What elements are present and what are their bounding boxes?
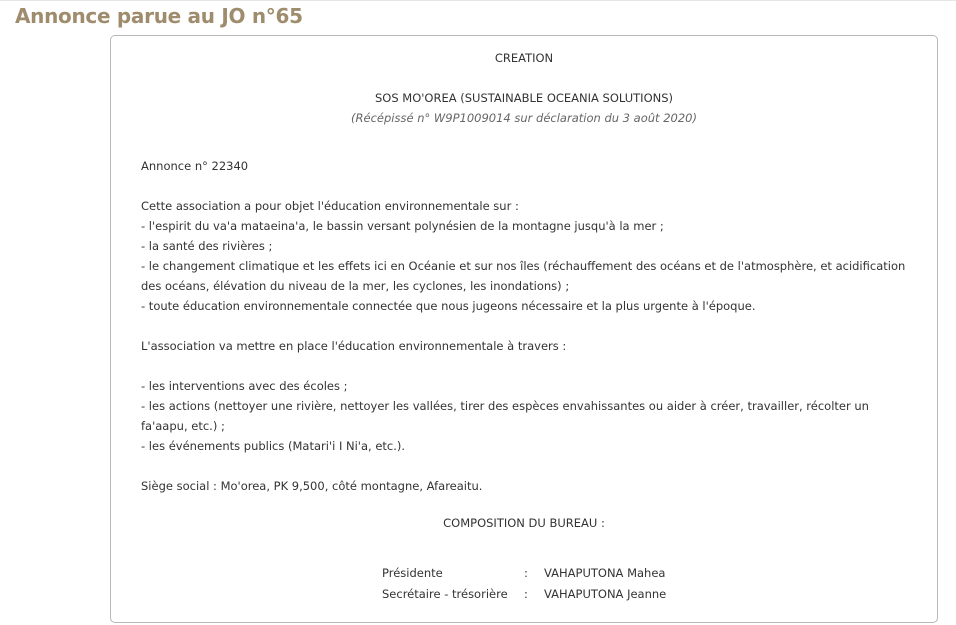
bureau-row-secretaire	[382, 584, 666, 605]
travers-intro: L'association va mettre en place l'éducation environnementale à travers :	[141, 339, 567, 353]
list-item: - les événements publics (Matari'i I Ni'a, etc.).	[141, 439, 406, 453]
objet-intro: Cette association a pour objet l'éducation environnementale sur :	[141, 199, 519, 213]
list-item: - le changement climatique et les effets ici en Océanie et sur nos îles (réchauffement des océans et de l'atmosphère, et acidification des océans, élévation du niveau de la mer, les cyclones, les inondations) ;	[141, 259, 906, 293]
receipt-reference: (Récépissé n° W9P1009014 sur déclaration du 3 août 2020)	[351, 111, 697, 125]
list-item: - toute éducation environnementale connectée que nous jugeons nécessaire et la plus urgente à l'époque.	[141, 299, 756, 313]
bureau-row-presidente	[382, 563, 666, 584]
announcement-type-heading: CREATION	[494, 51, 554, 65]
objet-section	[141, 196, 916, 316]
bureau-heading: COMPOSITION DU BUREAU :	[443, 516, 605, 530]
officer-name: VAHAPUTONA Jeanne	[544, 587, 667, 601]
officer-separator: :	[524, 587, 528, 601]
officer-name: VAHAPUTONA Mahea	[544, 566, 666, 580]
page-title: Annonce parue au JO n°65	[15, 4, 303, 28]
list-item: - les actions (nettoyer une rivière, nettoyer les vallées, tirer des espèces envahissantes ou aider à créer, travailler, récolter un fa'aapu, etc.) ;	[141, 399, 869, 433]
officer-role: Secrétaire - trésorière	[382, 587, 508, 601]
announcement-card	[110, 35, 938, 623]
officer-separator: :	[524, 566, 528, 580]
annonce-number	[141, 156, 916, 176]
association-name: SOS MO'OREA (SUSTAINABLE OCEANIA SOLUTIONS)	[374, 91, 674, 105]
annonce-number-text: Annonce n° 22340	[141, 159, 249, 173]
siege-social-text: Siège social : Mo'orea, PK 9,500, côté montagne, Afareaitu.	[141, 479, 483, 493]
travers-intro-block	[141, 336, 916, 356]
list-item: - les interventions avec des écoles ;	[141, 379, 348, 393]
list-item: - la santé des rivières ;	[141, 239, 273, 253]
travers-section	[141, 376, 916, 456]
siege-social	[141, 476, 916, 496]
officer-role: Présidente	[382, 566, 443, 580]
bureau-table	[382, 563, 666, 605]
list-item: - l'espirit du va'a mataeina'a, le bassin versant polynésien de la montagne jusqu'à la mer ;	[141, 219, 664, 233]
